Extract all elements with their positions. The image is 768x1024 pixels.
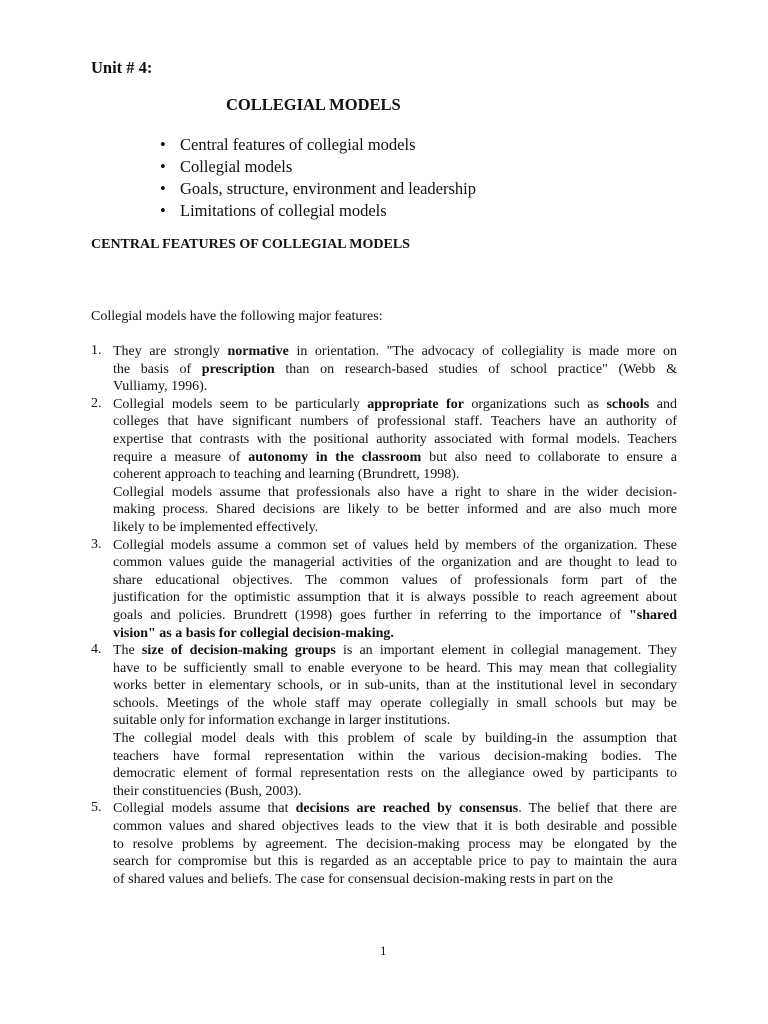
- text-line: [113, 537, 677, 555]
- text-segment: making process. Shared decisions are likely to be better informed and are also much more: [113, 502, 677, 518]
- bold-text: decisions are reached by consensus: [295, 801, 519, 817]
- text-segment: than on research-based studies of school practice" (Webb &: [274, 361, 677, 377]
- text-line: [113, 554, 677, 572]
- bullet-text: Central features of collegial models: [180, 135, 416, 154]
- text-line: [113, 589, 677, 607]
- text-segment: their constituencies (Bush, 2003).: [113, 783, 302, 799]
- feature-item-1: [91, 343, 677, 396]
- feature-item-4: [91, 642, 677, 800]
- bold-text: appropriate for: [367, 396, 464, 412]
- bold-text: "shared: [629, 607, 677, 623]
- text-segment: share educational objectives. The common values of professionals form part of the: [113, 572, 677, 588]
- item-number: 2.: [91, 395, 102, 411]
- text-line: [113, 765, 677, 783]
- text-segment: have to be sufficiently small to enable everyone to be heard. This may mean that collegiality: [113, 660, 677, 676]
- feature-item-5: [91, 800, 677, 888]
- bullet-item: [160, 156, 476, 178]
- text-segment: They are strongly: [113, 344, 228, 359]
- text-segment: but also need to collaborate to ensure a: [421, 449, 677, 465]
- text-line: [113, 343, 677, 361]
- text-segment: is an important element in collegial management. They: [335, 643, 677, 659]
- text-segment: common values guide the managerial activities of the organization and are thought to lead to: [113, 555, 677, 571]
- text-line: [113, 695, 677, 713]
- text-line: [113, 660, 677, 678]
- text-line: [113, 748, 677, 766]
- bold-text: size of decision-making groups: [141, 643, 336, 659]
- text-line: [113, 572, 677, 590]
- bold-text: prescription: [201, 361, 275, 377]
- bullet-text: Goals, structure, environment and leadership: [180, 179, 476, 198]
- text-line: [113, 501, 677, 519]
- text-segment: likely to be implemented effectively.: [113, 519, 319, 535]
- text-segment: Collegial models seem to be particularly: [113, 396, 368, 412]
- page-number: 1: [380, 943, 387, 958]
- bold-text: normative: [227, 344, 289, 359]
- text-segment: coherent approach to teaching and learning (Brundrett, 1998).: [113, 467, 460, 483]
- text-line: [113, 413, 677, 431]
- text-segment: expertise that contrasts with the positional authority associated with formal models. Teachers: [113, 431, 677, 447]
- bullet-text: Limitations of collegial models: [180, 201, 387, 220]
- text-segment: suitable only for information exchange in larger institutions.: [113, 713, 451, 729]
- text-line: [113, 871, 677, 889]
- text-segment: Collegial models assume that professionals also have a right to share in the wider decision-: [113, 484, 677, 500]
- bold-text: autonomy in the classroom: [248, 449, 422, 465]
- text-segment: the basis of: [113, 361, 202, 377]
- text-line: [113, 396, 677, 414]
- text-line: [113, 484, 677, 502]
- bullet-item: [160, 134, 476, 156]
- text-line: [113, 642, 677, 660]
- unit-heading: Unit # 4:: [91, 58, 153, 77]
- text-segment: schools. Meetings of the whole staff may operate collegially in small schools but may be: [113, 695, 677, 711]
- text-segment: The: [113, 643, 142, 659]
- text-line: [113, 361, 677, 379]
- text-line: [113, 800, 677, 818]
- text-line: [113, 519, 677, 537]
- text-segment: goals and policies. Brundrett (1998) goes further in referring to the importance of: [113, 607, 630, 623]
- topic-bullet-list: [160, 134, 476, 222]
- text-line: [113, 836, 677, 854]
- text-segment: . The belief that there are: [518, 801, 677, 817]
- intro-paragraph: Collegial models have the following major features:: [91, 309, 383, 324]
- text-segment: common values and shared objectives leads to the view that it is both desirable and possible: [113, 819, 677, 835]
- text-segment: and: [649, 396, 677, 412]
- text-segment: Collegial models assume that: [113, 801, 296, 817]
- text-line: [113, 712, 677, 730]
- bullet-icon: •: [160, 201, 166, 220]
- text-segment: search for compromise but this is regarded as an acceptable price to pay to maintain the aura: [113, 854, 677, 870]
- text-segment: The collegial model deals with this problem of scale by building-in the assumption that: [113, 731, 677, 747]
- text-line: [113, 730, 677, 748]
- text-segment: works better in elementary schools, or in sub-units, than at the institutional level in secondary: [113, 678, 677, 694]
- text-line: [113, 783, 677, 801]
- text-segment: democratic element of formal representation rests on the allegiance owed by participants to: [113, 766, 677, 782]
- bold-text: schools: [606, 396, 650, 412]
- bullet-icon: •: [160, 135, 166, 154]
- text-segment: in orientation. "The advocacy of collegiality is made more on: [288, 344, 678, 359]
- item-number: 5.: [91, 800, 102, 816]
- text-line: [113, 607, 677, 625]
- text-line: [113, 466, 677, 484]
- text-line: [113, 449, 677, 467]
- item-number: 4.: [91, 642, 102, 658]
- item-number: 3.: [91, 536, 102, 552]
- text-segment: require a measure of: [113, 449, 249, 465]
- text-line: [113, 431, 677, 449]
- bullet-item: [160, 178, 476, 200]
- bullet-text: Collegial models: [180, 157, 293, 176]
- feature-item-3: [91, 537, 677, 643]
- item-number: 1.: [91, 343, 102, 358]
- features-list: [91, 343, 677, 888]
- text-segment: of shared values and beliefs. The case for consensual decision-making rests in part on the: [113, 871, 614, 887]
- bullet-item: [160, 200, 476, 222]
- page-title: COLLEGIAL MODELS: [226, 95, 401, 114]
- feature-item-2: [91, 396, 677, 537]
- text-segment: teachers have formal representation within the various decision-making bodies. The: [113, 748, 677, 764]
- text-segment: Vulliamy, 1996).: [113, 379, 208, 395]
- text-line: [113, 818, 677, 836]
- text-line: [113, 625, 677, 643]
- bullet-icon: •: [160, 157, 166, 176]
- text-segment: to resolve problems by agreement. The decision-making process may be elongated by the: [113, 836, 677, 852]
- text-line: [113, 853, 677, 871]
- text-line: [113, 378, 677, 396]
- bold-text: vision" as a basis for collegial decision-making.: [113, 625, 394, 641]
- bullet-icon: •: [160, 179, 166, 198]
- text-segment: organizations such as: [463, 396, 607, 412]
- text-segment: Collegial models assume a common set of values held by members of the organization. These: [113, 537, 677, 553]
- text-segment: colleges that have significant numbers of professional staff. Teachers have an authority of: [113, 414, 677, 430]
- text-segment: justification for the optimistic assumption that it is always possible to reach agreement about: [113, 590, 677, 606]
- text-line: [113, 677, 677, 695]
- section-heading: CENTRAL FEATURES OF COLLEGIAL MODELS: [91, 237, 410, 252]
